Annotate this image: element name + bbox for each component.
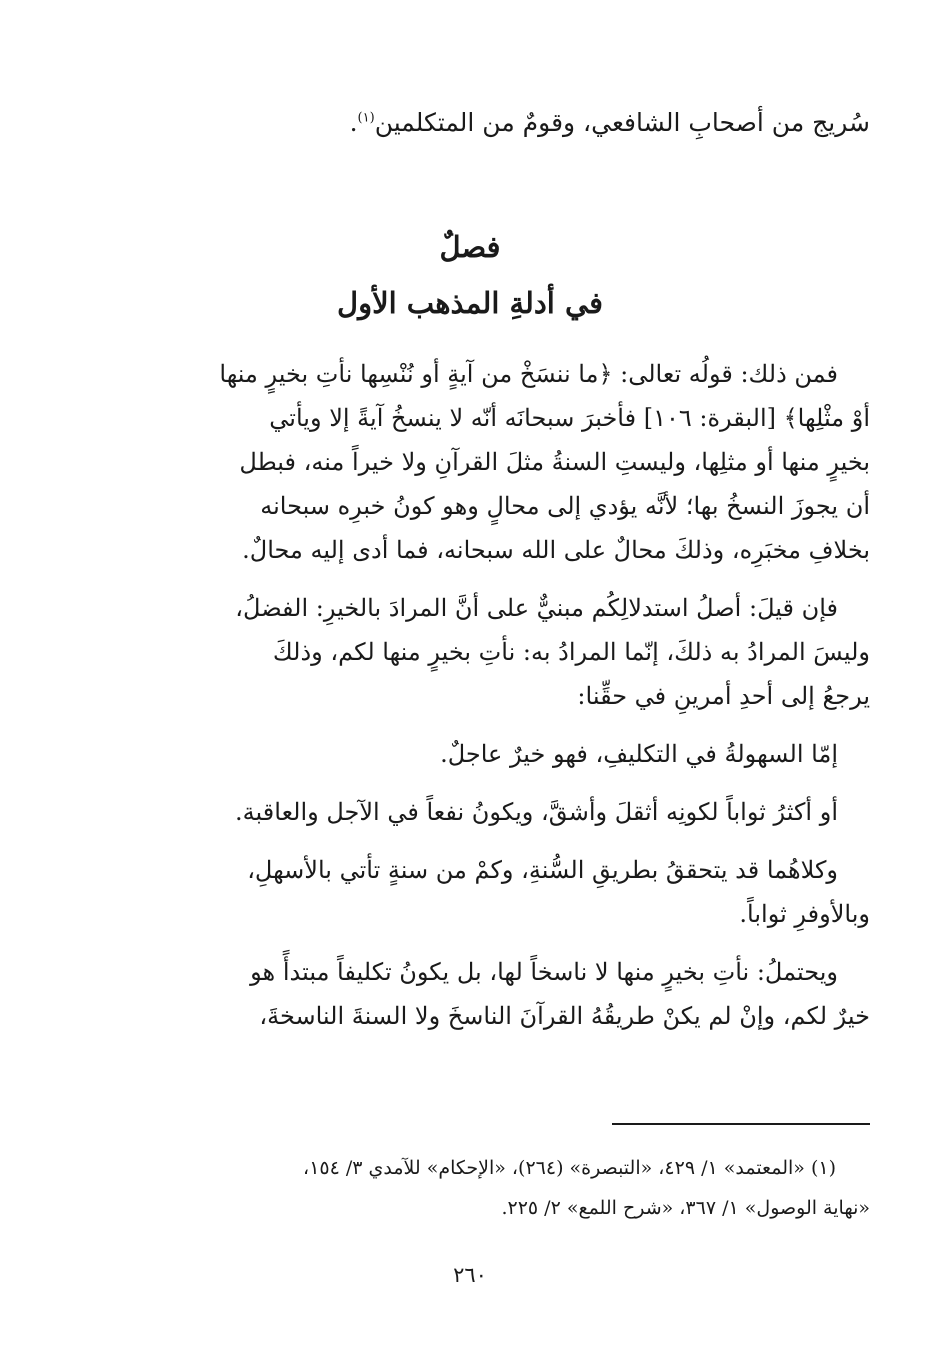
- paragraph-line: إمّا السهولةُ في التكليفِ، فهو خيرٌ عاجلٌ.: [440, 740, 838, 768]
- footnote-line: (١) «المعتمد» ١/ ٤٢٩، «التبصرة» (٢٦٤)، «الإحكام» للآمدي ٣/ ١٥٤،: [303, 1157, 836, 1179]
- footnote-reference: (١): [357, 110, 375, 126]
- paragraph: [70, 732, 870, 776]
- paragraph-line: وليسَ المرادُ به ذلكَ، إنّما المرادُ به: نأتِ بخيرٍ منها لكم، وذلكَ: [272, 638, 870, 666]
- paragraph-line: أوْ مثْلِها﴾ [البقرة: ١٠٦] فأخبرَ سبحانَه أنّه لا ينسخُ آيةً إلا ويأتي: [269, 404, 870, 432]
- paragraph-line: فإن قيلَ: أصلُ استدلالِكُم مبنيٌّ على أنَّ المرادَ بالخيرِ: الفضلُ،: [235, 594, 838, 622]
- paragraph-line: ويحتملُ: نأتِ بخيرٍ منها لا ناسخاً لها، بل يكونُ تكليفاً مبتدأً هو: [250, 958, 838, 986]
- footnote-divider: [612, 1123, 870, 1125]
- paragraph-line: فمن ذلك: قولُه تعالى: ﴿ما ننسَخْ من آيةٍ أو نُنْسِها نأتِ بخيرٍ منها: [219, 360, 838, 388]
- section-headings: [70, 222, 870, 328]
- footnotes: [70, 1148, 870, 1228]
- section-heading: فصلٌ: [439, 230, 501, 264]
- paragraph-line: يرجعُ إلى أحدِ أمرينِ في حقِّنا:: [577, 682, 870, 710]
- paragraph: [70, 586, 870, 718]
- paragraph: [70, 790, 870, 834]
- paragraph-line: أو أكثرُ ثواباً لكونِه أثقلَ وأشقَّ، ويكونُ نفعاً في الآجل والعاقبة.: [235, 798, 838, 826]
- section-title: في أدلةِ المذهب الأول: [337, 286, 603, 320]
- footnote-line: «نهاية الوصول» ١/ ٣٦٧، «شرح اللمع» ٢/ ٢٢٥.: [501, 1197, 870, 1219]
- paragraph-line: بخلافِ مخبَرِه، وذلكَ محالٌ على الله سبحانه، فما أدى إليه محالٌ.: [242, 536, 870, 564]
- body-text: [70, 352, 870, 1052]
- paragraph-line: خيرٌ لكم، وإنْ لم يكنْ طريقُهُ القرآنَ الناسخَ ولا السنةَ الناسخةَ،: [259, 1002, 870, 1030]
- paragraph-line: أن يجوزَ النسخُ بها؛ لأنَّه يؤدي إلى محالٍ وهو كونُ خبرِه سبحانه: [260, 492, 870, 520]
- intro-text: سُريج من أصحابِ الشافعي، وقومٌ من المتكلمين: [374, 108, 870, 137]
- book-page: [70, 0, 870, 1367]
- page-number: ٢٦٠: [453, 1263, 487, 1287]
- paragraph-line: بخيرٍ منها أو مثلِها، وليستِ السنةُ مثلَ القرآنِ ولا خيراً منه، فبطل: [239, 448, 870, 476]
- paragraph-line: وكلاهُما قد يتحققُ بطريقِ السُّنةِ، وكمْ من سنةٍ تأتي بالأسهلِ،: [247, 856, 838, 884]
- paragraph-line: وبالأوفرِ ثواباً.: [739, 900, 870, 928]
- paragraph: [70, 352, 870, 572]
- paragraph: [70, 848, 870, 936]
- intro-end: .: [349, 108, 358, 137]
- paragraph: [70, 950, 870, 1038]
- intro-line: [70, 100, 870, 145]
